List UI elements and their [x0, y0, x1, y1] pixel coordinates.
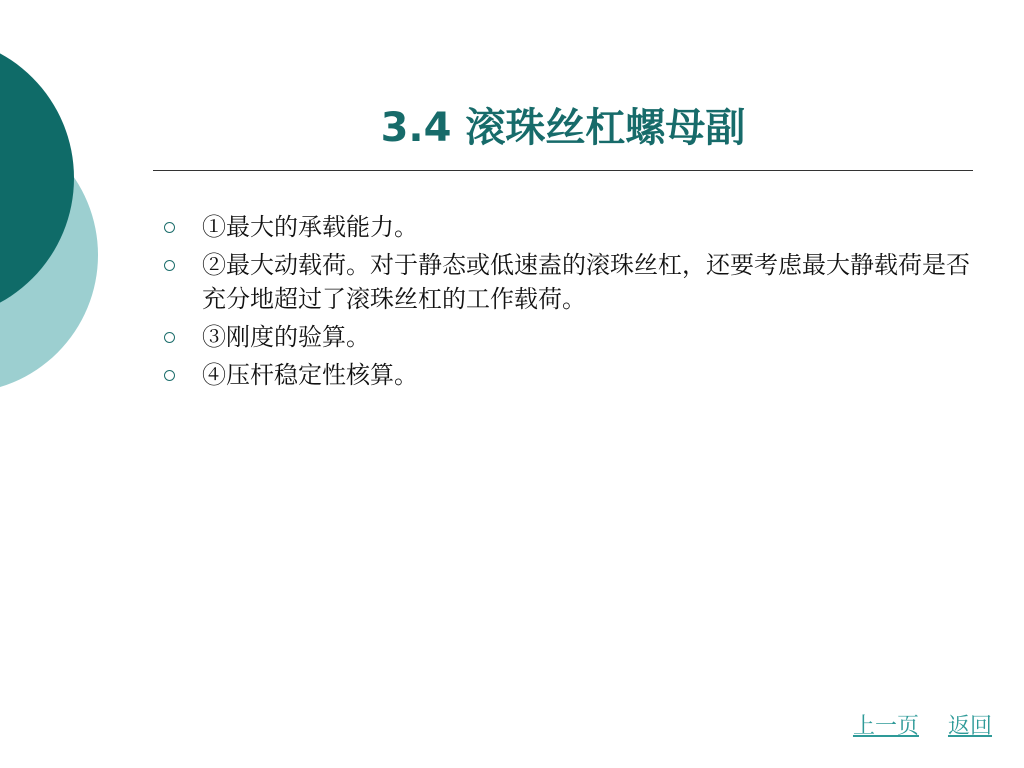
circle-bullet-icon — [164, 332, 175, 343]
slide-navigation — [853, 712, 992, 742]
decorative-circles — [0, 0, 110, 420]
circle-bullet-icon — [164, 222, 175, 233]
bullet-list — [160, 210, 970, 396]
bullet-item-3 — [160, 320, 970, 354]
slide-title: 3.4 滚珠丝杠螺母副 — [380, 105, 746, 151]
bullet-text: ②最大动载荷。对于静态或低速盍的滚珠丝杠，还要考虑最大静载荷是否充分地超过了滚珠丝杠的工作载荷。 — [202, 251, 970, 313]
circle-bullet-icon — [164, 370, 175, 381]
circle-bullet-icon — [164, 260, 175, 271]
bullet-text: ③刚度的验算。 — [202, 323, 370, 351]
bullet-text: ①最大的承载能力。 — [202, 213, 418, 241]
back-link[interactable]: 返回 — [947, 714, 992, 739]
previous-page-link[interactable]: 上一页 — [852, 714, 919, 739]
bullet-item-2 — [160, 248, 970, 316]
bullet-text: ④压杆稳定性核算。 — [202, 361, 418, 389]
bullet-item-4 — [160, 358, 970, 392]
bullet-item-1 — [160, 210, 970, 244]
title-divider — [153, 170, 973, 171]
